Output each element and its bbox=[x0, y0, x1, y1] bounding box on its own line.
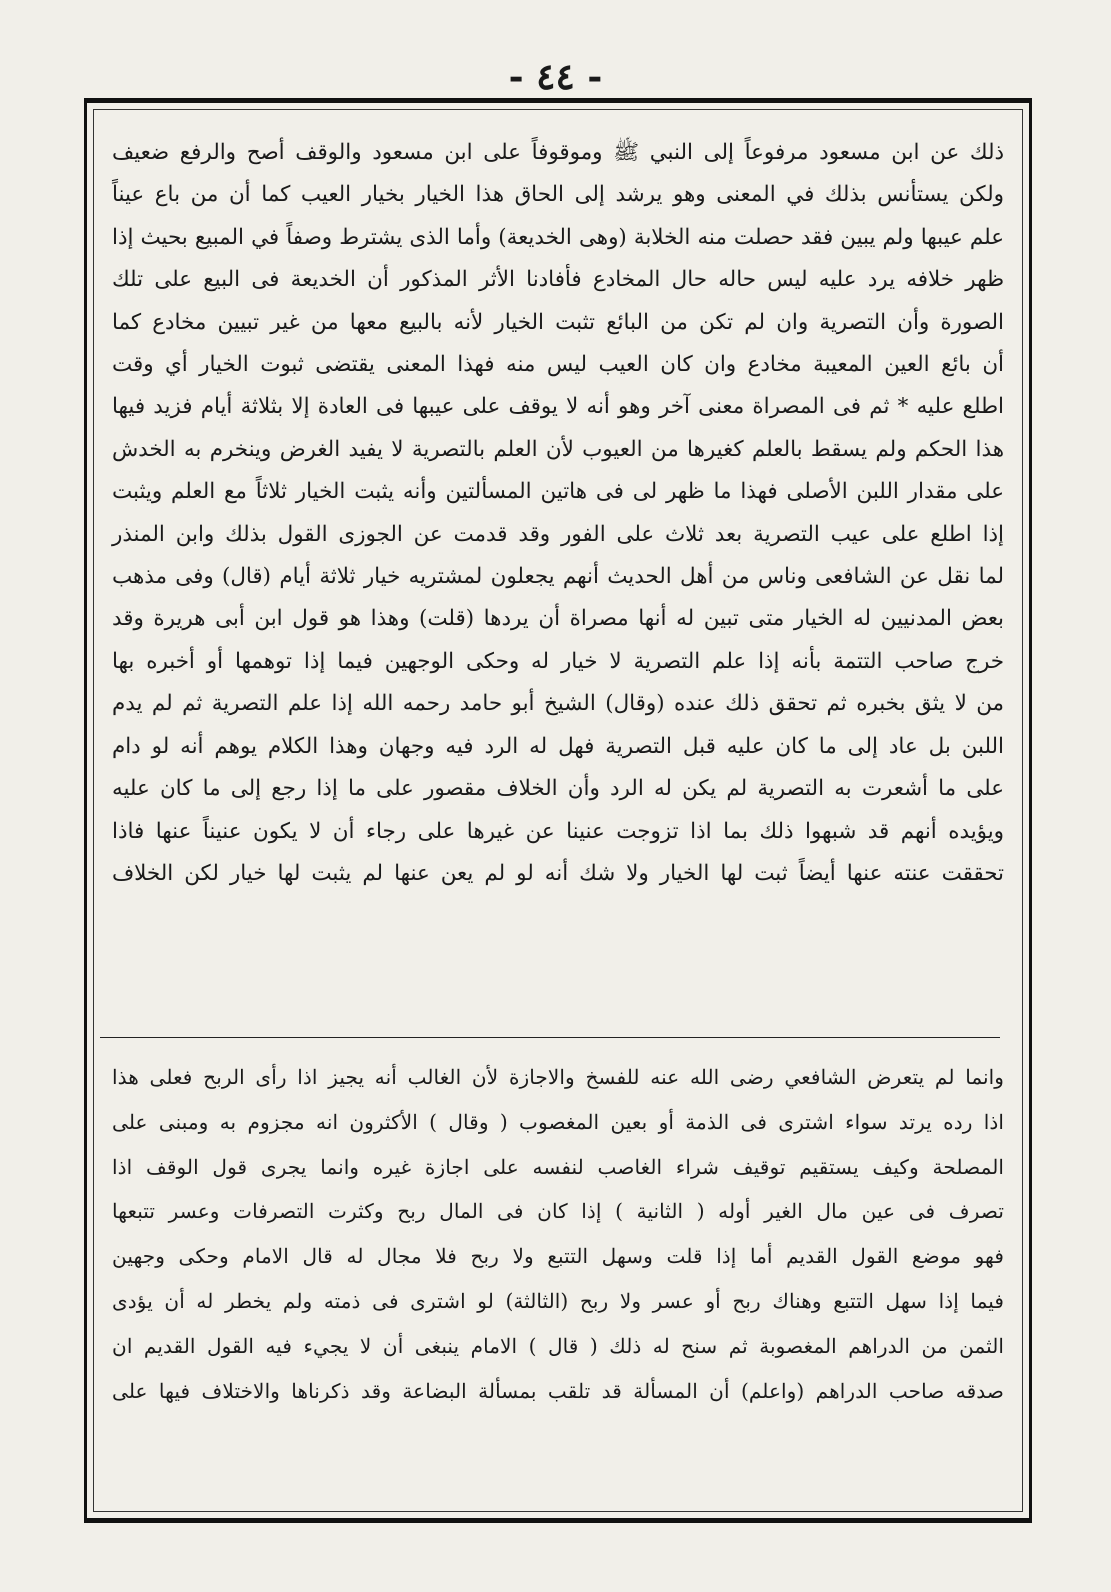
text-line: من لا يثق بخبره ثم تحقق ذلك عنده (وقال) الشيخ أبو حامد رحمه الله إذا علم التصرية ثم لم يدم bbox=[112, 691, 1004, 717]
footnote-divider bbox=[100, 1037, 1000, 1038]
footnote-line: فيما إذا سهل التتبع وهناك ربح أو عسر ولا ربح (الثالثة) لو اشترى فى ذمته ولم يخطر له أن يؤدى bbox=[112, 1288, 1004, 1313]
text-line: بعض المدنيين له الخيار متى تبين له أنها مصراة أن يردها (قلت) وهذا هو قول ابن أبى هريرة وقد bbox=[112, 606, 1004, 632]
main-text bbox=[112, 132, 1004, 895]
text-line: ويؤيده أنهم قد شبهوا ذلك بما اذا تزوجت عنينا عن غيرها على رجاء أن لا يكون عنيناً عنها فاذا bbox=[112, 818, 1004, 844]
text-line: لما نقل عن الشافعى وناس من أهل الحديث أنهم يجعلون لمشتريه خيار ثلاثة أيام (قال) وفى مذهب bbox=[112, 564, 1004, 590]
text-line: الصورة وأن التصرية وان لم تكن من البائع تثبت الخيار لأنه بالبيع معها من غير تبيين مخادع كما bbox=[112, 309, 1004, 335]
text-line: إذا اطلع على عيب التصرية بعد ثلاث على الفور وقد قدمت عن الجوزى القول بذلك وابن المنذر bbox=[112, 521, 1004, 547]
footnote-line: الثمن من الدراهم المغصوبة ثم سنح له ذلك ( قال ) الامام ينبغى أن لا يجيء فيه القول القديم ان bbox=[112, 1333, 1004, 1358]
footnote-line: صدقه صاحب الدراهم (واعلم) أن المسألة قد تلقب بمسألة البضاعة وقد ذكرناها والاختلاف فيها على bbox=[112, 1378, 1004, 1403]
footnote-line: تصرف فى عين مال الغير أوله ( الثانية ) إذا كان فى المال ربح وكثرت التصرفات وعسر تتبعها bbox=[112, 1199, 1004, 1224]
text-line: على مقدار اللبن الأصلى فهذا ما ظهر لى فى هاتين المسألتين وأنه يثبت الخيار ثلاثاً مع العلم ويثبت bbox=[112, 479, 1004, 505]
text-line: اللبن بل عاد إلى ما كان عليه قبل التصرية فهل له الرد فيه وجهان وهذا الكلام يوهم أنه لو دام bbox=[112, 733, 1004, 759]
text-line: ظهر خلافه يرد عليه ليس حاله حال المخادع فأفادنا الأثر المذكور أن الخديعة فى البيع على تلك bbox=[112, 267, 1004, 293]
text-line: اطلع عليه * ثم فى المصراة معنى آخر وهو أنه لا يوقف على عيبها فى العادة إلا بثلاثة أيام فزيد فيها bbox=[112, 394, 1004, 420]
footnote-line: اذا رده يرتد سواء اشترى فى الذمة أو بعين المغصوب ( وقال ) الأكثرون انه مجزوم به ومبنى على bbox=[112, 1109, 1004, 1134]
footnote-text bbox=[112, 1055, 1004, 1413]
text-line: ذلك عن ابن مسعود مرفوعاً إلى النبي ﷺ وموقوفاً على ابن مسعود والوقف أصح والرفع ضعيف bbox=[112, 140, 1004, 165]
footnote-line: المصلحة وكيف يستقيم توقيف شراء الغاصب لنفسه على اجازة غيره وانما يجرى قول الوقف اذا bbox=[112, 1154, 1004, 1179]
text-line: ولكن يستأنس بذلك في المعنى وهو يرشد إلى الحاق هذا الخيار بخيار العيب كما أن من باع عيناً bbox=[112, 182, 1004, 208]
text-line: علم عيبها ولم يبين فقد حصلت منه الخلابة (وهى الخديعة) وأما الذى يشترط وصفاً في المبيع بحيث إذا bbox=[112, 224, 1004, 250]
page-number: - ٤٤ - bbox=[508, 56, 603, 98]
footnote-line: فهو موضع القول القديم أما إذا قلت وسهل التتبع ولا ربح فلا مجال له قال الامام وحكى وجهين bbox=[112, 1244, 1004, 1269]
text-line: هذا الحكم ولم يسقط بالعلم كغيرها من العيوب لأن العلم بالتصرية لا يفيد الغرض وينخرم به الخدش bbox=[112, 436, 1004, 462]
text-line: تحققت عنته عنها أيضاً ثبت لها الخيار ولا شك أنه لو لم يعن عنها لم يثبت لها خيار لكن الخلاف bbox=[112, 860, 1004, 886]
text-line: خرج صاحب التتمة بأنه إذا علم التصرية لا خيار له وحكى الوجهين فيما إذا توهمها أو أخبره بها bbox=[112, 648, 1004, 674]
text-line: أن بائع العين المعيبة مخادع وان كان العيب ليس منه فهذا المعنى يقتضى ثبوت الخيار أي وقت bbox=[112, 352, 1004, 378]
text-line: على ما أشعرت به التصرية لم يكن له الرد وأن الخلاف مقصور على ما إذا رجع إلى ما كان عليه bbox=[112, 776, 1004, 802]
footnote-line: وانما لم يتعرض الشافعي رضى الله عنه للفسخ والاجازة لأن الغالب أنه يجيز اذا رأى الربح فعلى هذا bbox=[112, 1065, 1004, 1089]
